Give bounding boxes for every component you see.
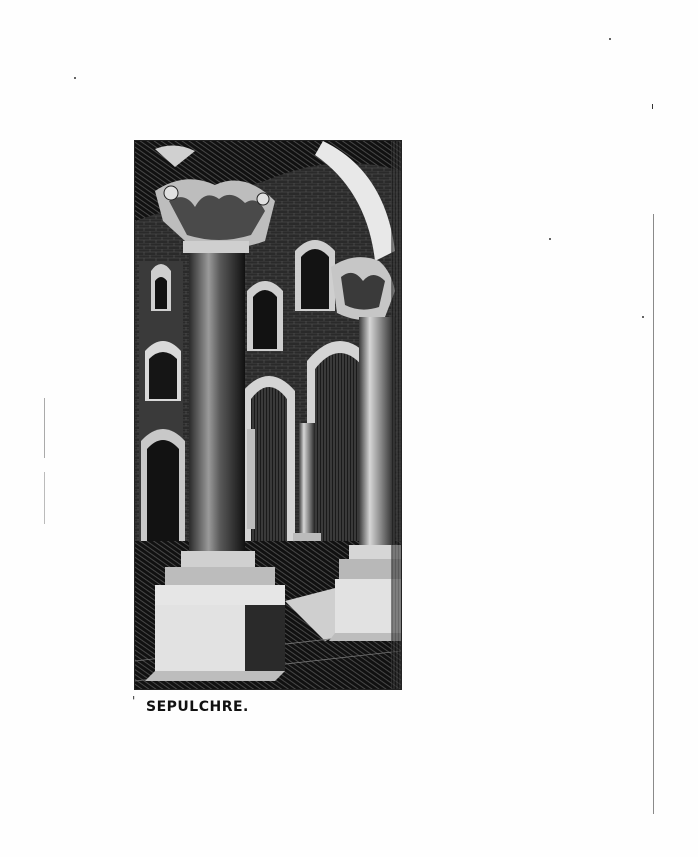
- dust-speck: [609, 38, 611, 40]
- left-arcade: [139, 261, 185, 561]
- figure-caption: SEPULCHRE.: [146, 699, 249, 715]
- engraving-illustration: [134, 140, 402, 690]
- gutter-line: [44, 398, 45, 458]
- dust-speck: [549, 238, 551, 240]
- page-edge-line: [653, 214, 654, 814]
- dust-speck: [652, 104, 653, 109]
- gutter-line-lower: [44, 472, 45, 524]
- dust-speck: [74, 77, 76, 79]
- church-interior-engraving: [135, 141, 401, 689]
- caption-mark: ': [132, 694, 136, 708]
- dust-speck: [642, 316, 644, 318]
